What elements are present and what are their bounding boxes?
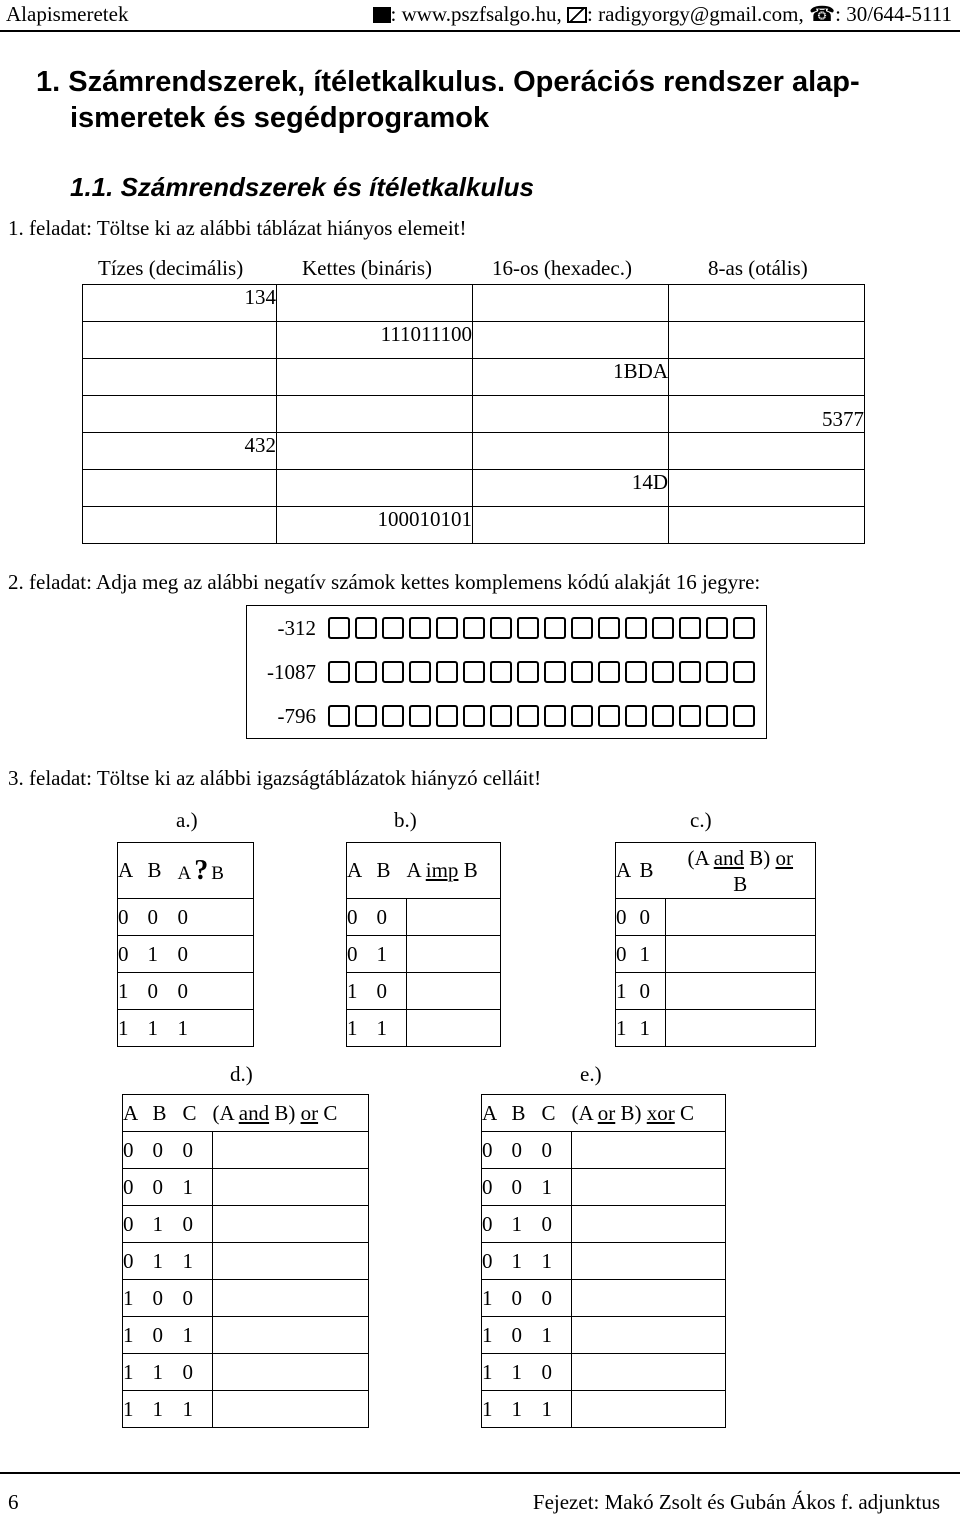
truth-input-cell: 0 <box>178 899 254 936</box>
truth-input-cell: 1 <box>178 1010 254 1047</box>
truth-input-cell: 0 <box>123 1169 153 1206</box>
truth-row <box>482 1206 726 1243</box>
header-contact <box>373 2 952 27</box>
truth-input-cell: 0 <box>640 973 666 1010</box>
truth-input-cell: 0 <box>123 1243 153 1280</box>
header-decimal: Tízes (decimális) <box>98 256 244 280</box>
te-h-expr <box>572 1095 726 1132</box>
truth-input-cell: 1 <box>153 1206 183 1243</box>
conversion-row <box>83 322 865 359</box>
truth-input-cell: 1 <box>183 1169 213 1206</box>
tc-h-b: B <box>640 843 666 899</box>
title-line-1: 1. Számrendszerek, ítéletkalkulus. Operációs rendszer alap- <box>36 66 860 98</box>
te-h-b: B <box>512 1095 542 1132</box>
truth-input-cell: 0 <box>178 973 254 1010</box>
truth-output-cell[interactable] <box>213 1169 369 1206</box>
truth-row <box>616 936 816 973</box>
conversion-cell[interactable] <box>669 507 865 544</box>
truth-input-cell: 0 <box>512 1317 542 1354</box>
truth-input-cell: 1 <box>512 1391 542 1428</box>
bit-box[interactable] <box>652 617 674 639</box>
truth-table-a <box>117 842 254 1047</box>
negative-number: -1087 <box>267 659 316 684</box>
conversion-table <box>82 284 865 544</box>
conversion-cell[interactable] <box>669 285 865 322</box>
mail-icon <box>567 7 587 23</box>
negative-number: -312 <box>277 615 316 640</box>
truth-output-cell[interactable] <box>407 936 501 973</box>
conversion-cell: 1BDA <box>473 359 669 396</box>
conversion-row <box>83 396 865 433</box>
conversion-cell: 100010101 <box>277 507 473 544</box>
truth-input-cell: 0 <box>148 973 178 1010</box>
bit-boxes <box>322 650 767 694</box>
conversion-cell[interactable] <box>473 322 669 359</box>
truth-table-b <box>346 842 501 1047</box>
bit-box[interactable] <box>490 705 512 727</box>
truth-input-cell: 1 <box>542 1391 572 1428</box>
truth-input-cell: 0 <box>153 1317 183 1354</box>
bit-box[interactable] <box>625 617 647 639</box>
tb-h-op: imp <box>425 858 459 882</box>
truth-row <box>123 1280 369 1317</box>
truth-row <box>347 936 501 973</box>
truth-input-cell: 0 <box>178 936 254 973</box>
page-number: 6 <box>8 1490 19 1514</box>
bit-box[interactable] <box>382 705 404 727</box>
bit-box[interactable] <box>490 661 512 683</box>
td-h-p1: (A <box>212 1100 239 1125</box>
truth-input-cell: 1 <box>148 936 178 973</box>
tb-h-b2: B <box>458 858 478 882</box>
label-d: d.) <box>230 1062 253 1086</box>
truth-row <box>482 1280 726 1317</box>
truth-output-cell[interactable] <box>213 1243 369 1280</box>
bit-box[interactable] <box>598 617 620 639</box>
truth-output-cell[interactable] <box>213 1391 369 1428</box>
truth-input-cell: 0 <box>542 1206 572 1243</box>
bit-box[interactable] <box>652 705 674 727</box>
conversion-cell[interactable] <box>473 396 669 433</box>
bit-box[interactable] <box>328 661 350 683</box>
truth-input-cell: 1 <box>123 1317 153 1354</box>
td-h-op2: or <box>300 1100 319 1125</box>
bit-box[interactable] <box>436 705 458 727</box>
bit-box[interactable] <box>409 705 431 727</box>
truth-input-cell: 0 <box>118 936 148 973</box>
ta-h-b: B <box>148 843 178 899</box>
truth-output-cell[interactable] <box>213 1354 369 1391</box>
conversion-cell[interactable] <box>473 507 669 544</box>
truth-input-cell: 1 <box>183 1243 213 1280</box>
truth-output-cell[interactable] <box>213 1132 369 1169</box>
conversion-row <box>83 433 865 470</box>
truth-input-cell: 0 <box>347 899 377 936</box>
truth-input-cell: 1 <box>148 1010 178 1047</box>
te-h-p1: (A <box>571 1100 598 1125</box>
bit-box[interactable] <box>517 617 539 639</box>
complement-row <box>247 606 767 651</box>
truth-input-cell: 0 <box>482 1132 512 1169</box>
truth-input-cell: 1 <box>118 973 148 1010</box>
footer-rule <box>0 1472 960 1474</box>
conversion-cell[interactable] <box>669 433 865 470</box>
bit-box[interactable] <box>706 661 728 683</box>
bit-box[interactable] <box>733 617 755 639</box>
truth-input-cell: 0 <box>482 1206 512 1243</box>
tb-h-expr <box>407 843 501 899</box>
bit-box[interactable] <box>463 705 485 727</box>
bit-box[interactable] <box>652 661 674 683</box>
truth-input-cell: 0 <box>153 1280 183 1317</box>
ta-h-b2: B <box>211 862 224 884</box>
truth-input-cell: 1 <box>377 1010 407 1047</box>
conversion-cell[interactable] <box>277 470 473 507</box>
truth-output-cell[interactable] <box>572 1391 726 1428</box>
ta-h-a2: A <box>177 862 192 884</box>
truth-input-cell: 0 <box>183 1132 213 1169</box>
truth-input-cell: 0 <box>123 1132 153 1169</box>
conversion-row <box>83 285 865 322</box>
td-h-p2: B) <box>269 1100 301 1125</box>
truth-input-cell: 0 <box>482 1243 512 1280</box>
te-h-op1: or <box>597 1100 616 1125</box>
section-title: 1.1. Számrendszerek és ítéletkalkulus <box>70 172 534 202</box>
conversion-cell[interactable] <box>473 285 669 322</box>
truth-input-cell: 1 <box>347 1010 377 1047</box>
bit-box[interactable] <box>328 617 350 639</box>
truth-input-cell: 0 <box>542 1280 572 1317</box>
bit-box[interactable] <box>679 705 701 727</box>
truth-input-cell: 1 <box>482 1280 512 1317</box>
tc-h-p1: (A <box>687 845 714 870</box>
truth-input-cell: 1 <box>347 973 377 1010</box>
bit-box[interactable] <box>679 617 701 639</box>
truth-input-cell: 1 <box>512 1206 542 1243</box>
bit-box[interactable] <box>355 705 377 727</box>
truth-input-cell: 1 <box>123 1391 153 1428</box>
bit-box[interactable] <box>409 617 431 639</box>
tc-h-a: A <box>616 843 640 899</box>
conversion-row <box>83 470 865 507</box>
conversion-cell[interactable] <box>669 359 865 396</box>
truth-row <box>123 1391 369 1428</box>
truth-output-cell[interactable] <box>572 1243 726 1280</box>
header-mail[interactable]: : radigyorgy@gmail.com, <box>587 2 809 26</box>
conversion-cell[interactable] <box>473 433 669 470</box>
te-h-a: A <box>482 1095 512 1132</box>
bit-box[interactable] <box>436 617 458 639</box>
te-h-c: C <box>542 1095 572 1132</box>
conversion-cell[interactable] <box>83 396 277 433</box>
truth-input-cell: 1 <box>123 1280 153 1317</box>
bit-box[interactable] <box>544 617 566 639</box>
truth-output-cell[interactable] <box>407 899 501 936</box>
truth-input-cell: 0 <box>482 1169 512 1206</box>
bit-box[interactable] <box>679 661 701 683</box>
header-hex: 16-os (hexadec.) <box>492 256 632 280</box>
bit-box[interactable] <box>733 661 755 683</box>
te-h-op2: xor <box>646 1100 675 1125</box>
te-h-p2: B) <box>615 1100 647 1125</box>
truth-input-cell: 0 <box>377 973 407 1010</box>
truth-row <box>123 1354 369 1391</box>
truth-row <box>118 1010 254 1047</box>
truth-input-cell: 0 <box>123 1206 153 1243</box>
truth-input-cell: 1 <box>153 1243 183 1280</box>
truth-input-cell: 1 <box>118 1010 148 1047</box>
truth-row <box>123 1206 369 1243</box>
bit-box[interactable] <box>625 705 647 727</box>
title-line-2: ismeretek és segédprogramok <box>70 102 490 134</box>
conversion-cell[interactable] <box>83 359 277 396</box>
bit-box[interactable] <box>598 661 620 683</box>
truth-row <box>118 899 254 936</box>
conversion-row <box>83 507 865 544</box>
truth-row <box>118 936 254 973</box>
truth-input-cell: 0 <box>542 1132 572 1169</box>
conversion-cell[interactable] <box>83 322 277 359</box>
truth-output-cell[interactable] <box>666 899 816 936</box>
label-c: c.) <box>690 808 712 832</box>
truth-input-cell: 0 <box>183 1280 213 1317</box>
truth-row <box>616 899 816 936</box>
truth-input-cell: 1 <box>616 973 640 1010</box>
truth-input-cell: 1 <box>542 1317 572 1354</box>
bit-box[interactable] <box>382 661 404 683</box>
truth-table-d <box>122 1094 369 1428</box>
td-h-c: C <box>183 1095 213 1132</box>
truth-input-cell: 0 <box>347 936 377 973</box>
truth-input-cell: 0 <box>118 899 148 936</box>
tb-h-a: A <box>347 843 377 899</box>
conversion-row <box>83 359 865 396</box>
truth-row <box>347 1010 501 1047</box>
truth-row <box>482 1354 726 1391</box>
ta-h-op: ? <box>194 854 209 886</box>
truth-row <box>482 1243 726 1280</box>
td-h-p3: C <box>318 1100 338 1125</box>
truth-row <box>482 1391 726 1428</box>
truth-input-cell: 0 <box>616 899 640 936</box>
truth-input-cell: 1 <box>616 1010 640 1047</box>
truth-input-cell: 1 <box>377 936 407 973</box>
bit-box[interactable] <box>625 661 647 683</box>
truth-input-cell: 1 <box>153 1354 183 1391</box>
complement-row <box>247 694 767 739</box>
bit-box[interactable] <box>328 705 350 727</box>
complement-row <box>247 650 767 694</box>
truth-output-cell[interactable] <box>572 1354 726 1391</box>
conversion-table-wrap <box>82 254 865 544</box>
conversion-cell: 5377 <box>669 396 865 433</box>
task-3-text: 3. feladat: Töltse ki az alábbi igazságtáblázatok hiányzó celláit! <box>8 766 542 790</box>
truth-input-cell: 1 <box>512 1243 542 1280</box>
truth-table-c <box>615 842 816 1047</box>
truth-input-cell: 1 <box>123 1354 153 1391</box>
conversion-cell[interactable] <box>83 507 277 544</box>
label-b: b.) <box>394 808 417 832</box>
task-1-text: 1. feladat: Töltse ki az alábbi táblázat hiányos elemeit! <box>8 216 467 240</box>
bit-box[interactable] <box>598 705 620 727</box>
bit-box[interactable] <box>544 705 566 727</box>
bit-box[interactable] <box>517 705 539 727</box>
truth-row <box>347 973 501 1010</box>
truth-input-cell: 1 <box>183 1317 213 1354</box>
tc-h-p3: B <box>733 871 748 896</box>
truth-input-cell: 1 <box>482 1354 512 1391</box>
truth-input-cell: 1 <box>482 1317 512 1354</box>
truth-row <box>616 973 816 1010</box>
task-2-text: 2. feladat: Adja meg az alábbi negatív számok kettes komplemens kódú alakját 16 jegyre: <box>8 570 761 594</box>
td-h-expr <box>213 1095 369 1132</box>
bit-boxes <box>322 606 767 651</box>
tc-h-op1: and <box>713 845 745 870</box>
conversion-headers <box>82 254 864 284</box>
phone-icon: ☎ <box>808 2 836 26</box>
te-h-p3: C <box>674 1100 695 1125</box>
truth-row <box>118 973 254 1010</box>
truth-input-cell: 0 <box>542 1354 572 1391</box>
conversion-cell: 432 <box>83 433 277 470</box>
truth-output-cell[interactable] <box>213 1280 369 1317</box>
truth-output-cell[interactable] <box>666 1010 816 1047</box>
conversion-cell[interactable] <box>669 470 865 507</box>
truth-input-cell: 1 <box>640 1010 666 1047</box>
truth-input-cell: 0 <box>616 936 640 973</box>
truth-input-cell: 1 <box>183 1391 213 1428</box>
conversion-cell: 14D <box>473 470 669 507</box>
header-binary: Kettes (bináris) <box>302 256 433 280</box>
label-e: e.) <box>580 1062 602 1086</box>
bit-box[interactable] <box>355 661 377 683</box>
conversion-cell: 134 <box>83 285 277 322</box>
bit-box[interactable] <box>706 705 728 727</box>
header-phone: : 30/644-5111 <box>835 2 952 26</box>
truth-row <box>482 1169 726 1206</box>
bit-box[interactable] <box>706 617 728 639</box>
bit-box[interactable] <box>436 661 458 683</box>
bit-box[interactable] <box>463 661 485 683</box>
bit-boxes <box>322 694 767 739</box>
header-rule <box>0 30 960 32</box>
conversion-cell[interactable] <box>669 322 865 359</box>
truth-input-cell: 1 <box>512 1354 542 1391</box>
negative-number: -796 <box>277 703 316 728</box>
header-web[interactable]: : www.pszfsalgo.hu, <box>390 2 568 26</box>
header-left: Alapismeretek <box>6 2 129 26</box>
truth-input-cell: 1 <box>542 1169 572 1206</box>
conversion-cell[interactable] <box>277 433 473 470</box>
truth-input-cell: 0 <box>512 1280 542 1317</box>
truth-row <box>347 899 501 936</box>
truth-row <box>123 1132 369 1169</box>
truth-input-cell: 1 <box>153 1391 183 1428</box>
truth-output-cell[interactable] <box>572 1280 726 1317</box>
bit-box[interactable] <box>571 661 593 683</box>
tc-h-expr <box>666 843 816 899</box>
conversion-cell[interactable] <box>277 359 473 396</box>
truth-output-cell[interactable] <box>213 1317 369 1354</box>
footer-authors: Fejezet: Makó Zsolt és Gubán Ákos f. adjunktus <box>532 1490 940 1514</box>
truth-input-cell: 1 <box>482 1391 512 1428</box>
chapter-title <box>36 64 860 136</box>
truth-input-cell: 0 <box>640 899 666 936</box>
bit-box[interactable] <box>733 705 755 727</box>
truth-row <box>616 1010 816 1047</box>
conversion-cell[interactable] <box>277 396 473 433</box>
truth-output-cell[interactable] <box>572 1206 726 1243</box>
bit-box[interactable] <box>490 617 512 639</box>
truth-input-cell: 0 <box>153 1169 183 1206</box>
truth-input-cell: 0 <box>512 1132 542 1169</box>
tb-h-a2: A <box>406 858 426 882</box>
truth-output-cell[interactable] <box>572 1317 726 1354</box>
complement-table <box>246 605 767 739</box>
truth-output-cell[interactable] <box>407 1010 501 1047</box>
truth-row <box>482 1317 726 1354</box>
truth-input-cell: 1 <box>640 936 666 973</box>
truth-table-e <box>481 1094 726 1428</box>
conversion-cell: 111011100 <box>277 322 473 359</box>
conversion-cell[interactable] <box>83 470 277 507</box>
computer-icon <box>373 7 391 23</box>
truth-output-cell[interactable] <box>407 973 501 1010</box>
bit-box[interactable] <box>571 617 593 639</box>
truth-row <box>123 1317 369 1354</box>
truth-input-cell: 0 <box>377 899 407 936</box>
ta-h-a: A <box>118 843 148 899</box>
bit-box[interactable] <box>409 661 431 683</box>
bit-box[interactable] <box>463 617 485 639</box>
truth-output-cell[interactable] <box>666 936 816 973</box>
truth-output-cell[interactable] <box>572 1169 726 1206</box>
truth-input-cell: 0 <box>148 899 178 936</box>
ta-h-expr <box>178 843 254 899</box>
label-a: a.) <box>176 808 198 832</box>
truth-input-cell: 0 <box>153 1132 183 1169</box>
bit-box[interactable] <box>355 617 377 639</box>
bit-box[interactable] <box>544 661 566 683</box>
tc-h-p2: B) <box>744 845 776 870</box>
tc-h-op2: or <box>775 845 794 870</box>
truth-row <box>123 1169 369 1206</box>
td-h-op1: and <box>238 1100 270 1125</box>
bit-box[interactable] <box>571 705 593 727</box>
td-h-a: A <box>123 1095 153 1132</box>
truth-output-cell[interactable] <box>572 1132 726 1169</box>
truth-output-cell[interactable] <box>213 1206 369 1243</box>
truth-row <box>482 1132 726 1169</box>
tb-h-b: B <box>377 843 407 899</box>
header-octal: 8-as (otális) <box>708 256 808 280</box>
truth-input-cell: 0 <box>183 1206 213 1243</box>
truth-input-cell: 0 <box>183 1354 213 1391</box>
bit-box[interactable] <box>517 661 539 683</box>
truth-input-cell: 1 <box>542 1243 572 1280</box>
truth-input-cell: 0 <box>512 1169 542 1206</box>
truth-output-cell[interactable] <box>666 973 816 1010</box>
bit-box[interactable] <box>382 617 404 639</box>
conversion-cell[interactable] <box>277 285 473 322</box>
td-h-b: B <box>153 1095 183 1132</box>
truth-row <box>123 1243 369 1280</box>
